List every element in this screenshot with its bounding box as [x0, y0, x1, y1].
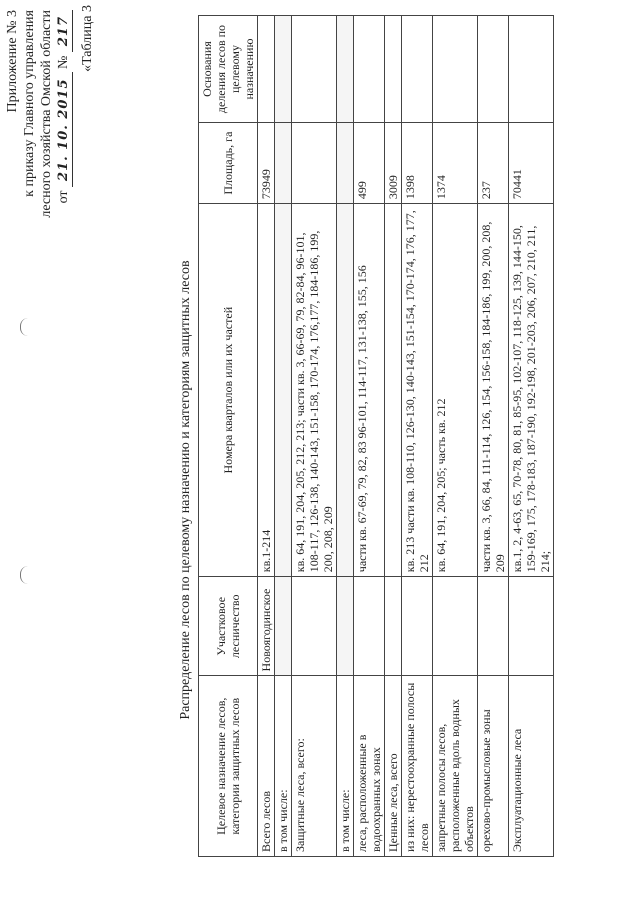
table-row — [509, 16, 554, 857]
number-prefix: № — [56, 55, 71, 69]
row-quarters: части кв. 3, 66, 84, 111-114, 126, 154, 156-158, 184-186, 199, 200, 208, 209 — [478, 204, 509, 577]
row-forestry — [385, 577, 402, 676]
table-row — [337, 16, 354, 857]
row-forestry — [292, 577, 337, 676]
row-quarters: кв.1-214 — [258, 204, 275, 577]
row-forestry — [275, 577, 292, 676]
forest-distribution-table — [198, 15, 554, 857]
row-basis — [354, 16, 385, 123]
appendix-header — [4, 10, 73, 330]
column-header-forestry: Участковое лесничество — [199, 577, 258, 676]
row-purpose: в том числе: — [275, 676, 292, 857]
row-quarters: кв. 64, 191, 204, 205; часть кв. 212 — [433, 204, 478, 577]
column-header-basis: Основания деления лесов по целевому назначению — [199, 16, 258, 123]
row-purpose: леса, расположенные в водоохранных зонах — [354, 676, 385, 857]
row-forestry — [478, 577, 509, 676]
column-header-purpose: Целевое назначение лесов, категории защитных лесов — [199, 676, 258, 857]
row-forestry — [509, 577, 554, 676]
row-area — [292, 123, 337, 204]
column-header-quarters: Номера кварталов или их частей — [199, 204, 258, 577]
authority-name: лесного хозяйства Омской области — [39, 10, 54, 218]
row-forestry — [337, 577, 354, 676]
row-basis — [275, 16, 292, 123]
row-basis — [478, 16, 509, 123]
row-quarters: кв. 64, 191, 204, 205, 212, 213; части кв. 3, 66-69, 79, 82-84, 96-101, 108-117, 126-138, 140-143, 151-158, 170-174, 176,177, 184-186, 199, 200, 208, 209 — [292, 204, 337, 577]
table-title: Распределение лесов по целевому назначению и категориям защитных лесов — [178, 260, 193, 720]
row-quarters — [385, 204, 402, 577]
row-purpose: запретные полосы лесов, расположенные вдоль водных объектов — [433, 676, 478, 857]
row-quarters: кв.1, 2, 4-63, 65, 70-78, 80, 81, 85-95, 102-107, 118-125, 139, 144-150, 159-169, 175, 178-183, 187-190, 192-198, 201-203, 206, 207, 210, 211, 214; — [509, 204, 554, 577]
column-header-area: Площадь, га — [199, 123, 258, 204]
row-basis — [509, 16, 554, 123]
row-forestry — [354, 577, 385, 676]
row-purpose: Ценные леса, всего — [385, 676, 402, 857]
table-row — [478, 16, 509, 857]
table-row — [292, 16, 337, 857]
row-basis — [292, 16, 337, 123]
row-forestry — [433, 577, 478, 676]
table-label: «Таблица 3 — [80, 5, 95, 72]
row-basis — [433, 16, 478, 123]
row-basis — [385, 16, 402, 123]
row-area: 70441 — [509, 123, 554, 204]
row-purpose: Всего лесов — [258, 676, 275, 857]
order-reference: к приказу Главного управления — [22, 10, 37, 197]
row-purpose: из них: нерестоохранные полосы лесов — [402, 676, 433, 857]
order-date: 21. 10. 2015 — [55, 73, 73, 187]
row-area: 499 — [354, 123, 385, 204]
date-prefix: от — [56, 190, 71, 204]
row-quarters: части кв. 67-69, 79, 82, 83 96-101, 114-117, 131-138, 155, 156 — [354, 204, 385, 577]
row-quarters — [275, 204, 292, 577]
row-area: 3009 — [385, 123, 402, 204]
row-area: 1398 — [402, 123, 433, 204]
row-quarters — [337, 204, 354, 577]
table-row — [402, 16, 433, 857]
table-row — [385, 16, 402, 857]
row-purpose: в том числе: — [337, 676, 354, 857]
table-row — [258, 16, 275, 857]
row-purpose: Эксплуатационные леса — [509, 676, 554, 857]
row-area — [275, 123, 292, 204]
table-row — [354, 16, 385, 857]
row-quarters: кв. 213 части кв. 108-110, 126-130, 140-143, 151-154, 170-174, 176, 177, 212 — [402, 204, 433, 577]
row-area: 1374 — [433, 123, 478, 204]
order-number: 217 — [55, 10, 73, 52]
row-basis — [258, 16, 275, 123]
table-row — [275, 16, 292, 857]
row-area: 73949 — [258, 123, 275, 204]
row-area: 237 — [478, 123, 509, 204]
row-purpose: орехово-промысловые зоны — [478, 676, 509, 857]
row-basis — [402, 16, 433, 123]
row-purpose: Защитные леса, всего: — [292, 676, 337, 857]
appendix-number: Приложение № 3 — [5, 10, 20, 113]
row-area — [337, 123, 354, 204]
row-forestry — [402, 577, 433, 676]
order-date-line — [55, 10, 73, 330]
table-row — [433, 16, 478, 857]
row-forestry: Новоягодинское — [258, 577, 275, 676]
table-header-row — [199, 16, 258, 857]
row-basis — [337, 16, 354, 123]
